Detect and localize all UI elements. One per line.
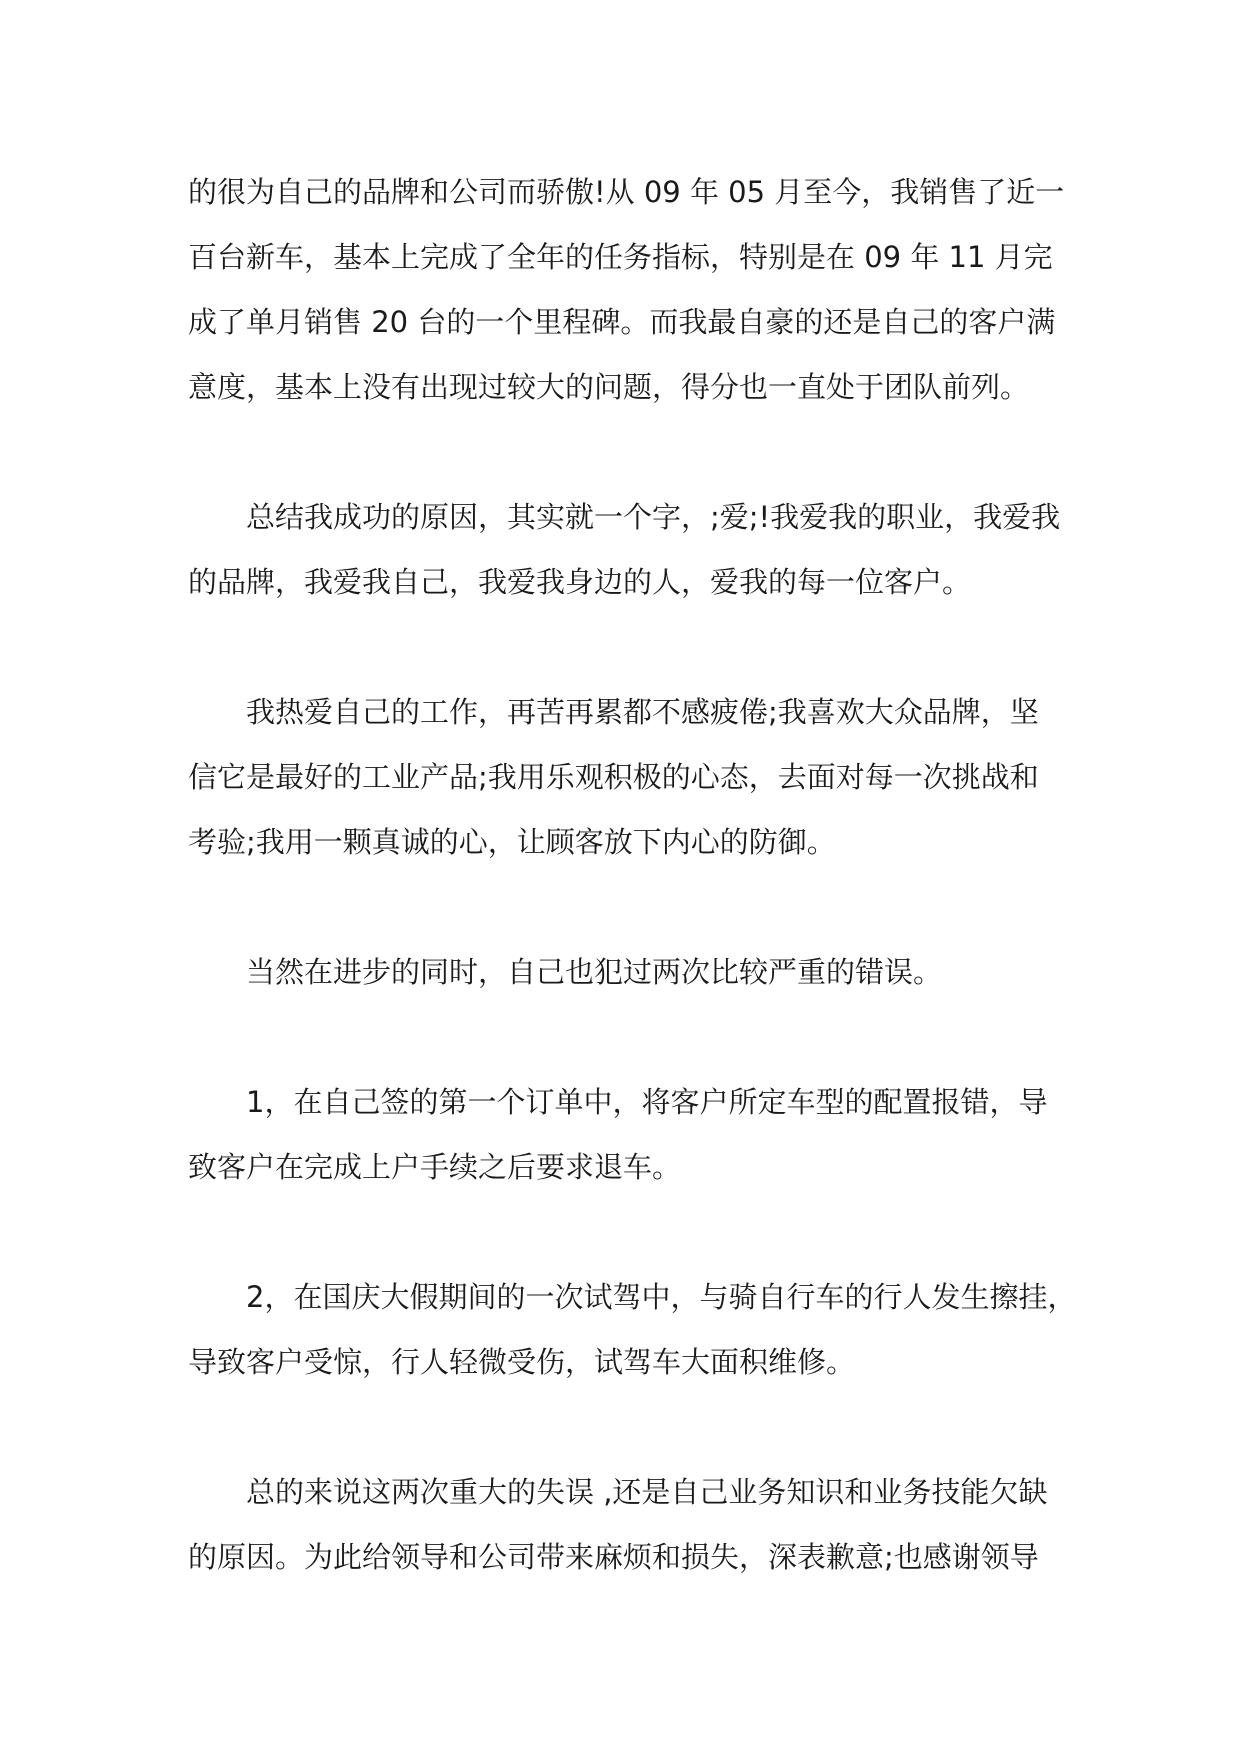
text-line: 2，在国庆大假期间的一次试驾中，与骑自行车的行人发生擦挂， <box>246 1280 1077 1314</box>
text-line: 的原因。为此给领导和公司带来麻烦和损失，深表歉意;也感谢领导 <box>188 1540 1039 1574</box>
text-line: 总结我成功的原因，其实就一个字，;爱;!我爱我的职业，我爱我 <box>246 500 1061 534</box>
text-line: 致客户在完成上户手续之后要求退车。 <box>188 1150 682 1184</box>
paragraph <box>188 160 1068 420</box>
text-line: 导致客户受惊，行人轻微受伤，试驾车大面积维修。 <box>188 1345 856 1379</box>
paragraph <box>188 940 1068 1005</box>
paragraph-spacer <box>188 1005 1068 1070</box>
paragraph <box>188 485 1068 615</box>
paragraph-spacer <box>188 615 1068 680</box>
paragraph-spacer <box>188 420 1068 485</box>
text-line: 的很为自己的品牌和公司而骄傲!从 09 年 05 月至今，我销售了近一 <box>188 175 1065 209</box>
paragraph <box>188 680 1068 875</box>
paragraph <box>188 1460 1068 1590</box>
paragraph-spacer <box>188 875 1068 940</box>
paragraph-spacer <box>188 1200 1068 1265</box>
text-line: 总的来说这两次重大的失误 ,还是自己业务知识和业务技能欠缺 <box>246 1475 1048 1509</box>
paragraph <box>188 1265 1077 1395</box>
text-line: 意度，基本上没有出现过较大的问题，得分也一直处于团队前列。 <box>188 370 1030 404</box>
paragraph <box>188 1070 1068 1200</box>
text-line: 1，在自己签的第一个订单中，将客户所定车型的配置报错，导 <box>246 1085 1048 1119</box>
paragraph-spacer <box>188 1395 1068 1460</box>
text-line: 信它是最好的工业产品;我用乐观积极的心态，去面对每一次挑战和 <box>188 760 1039 794</box>
document-body <box>188 160 1077 1590</box>
text-line: 当然在进步的同时，自己也犯过两次比较严重的错误。 <box>246 955 943 989</box>
text-line: 百台新车，基本上完成了全年的任务指标，特别是在 09 年 11 月完 <box>188 240 1053 274</box>
text-line: 的品牌，我爱我自己，我爱我身边的人，爱我的每一位客户。 <box>188 565 972 599</box>
text-line: 我热爱自己的工作，再苦再累都不感疲倦;我喜欢大众品牌，坚 <box>246 695 1039 729</box>
text-line: 考验;我用一颗真诚的心，让顾客放下内心的防御。 <box>188 825 836 859</box>
text-line: 成了单月销售 20 台的一个里程碑。而我最自豪的还是自己的客户满 <box>188 305 1056 339</box>
